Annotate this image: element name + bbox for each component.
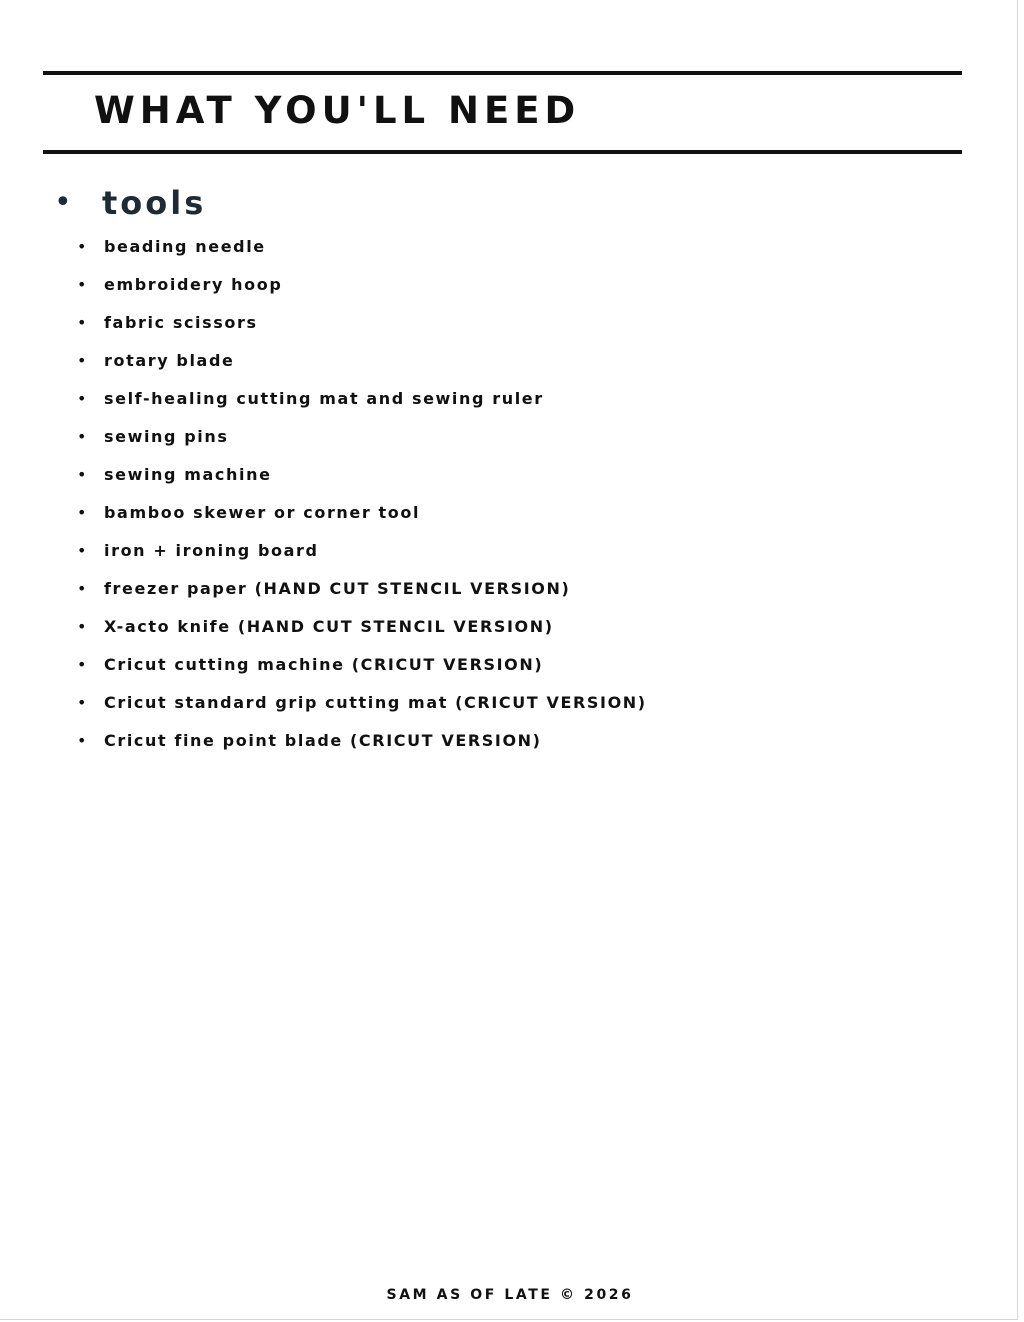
list-item-bullet: • bbox=[77, 655, 87, 674]
list-item bbox=[54, 457, 934, 495]
title-top-rule bbox=[43, 71, 962, 75]
page-footer: SAM AS OF LATE © 2026 bbox=[386, 1287, 634, 1303]
list-item-text: X-acto knife (HAND CUT STENCIL VERSION) bbox=[104, 617, 554, 636]
tools-list bbox=[54, 229, 934, 761]
list-item-text: Cricut cutting machine (CRICUT VERSION) bbox=[104, 655, 544, 674]
list-item-bullet: • bbox=[77, 351, 87, 370]
list-item-bullet: • bbox=[77, 389, 87, 408]
list-item bbox=[54, 609, 934, 647]
list-item-text: iron + ironing board bbox=[104, 541, 319, 560]
list-item bbox=[54, 685, 934, 723]
section-heading bbox=[54, 180, 954, 228]
list-item-bullet: • bbox=[77, 427, 87, 446]
list-item bbox=[54, 305, 934, 343]
list-item-text: fabric scissors bbox=[104, 313, 258, 332]
list-item-bullet: • bbox=[77, 579, 87, 598]
list-item bbox=[54, 533, 934, 571]
list-item-bullet: • bbox=[77, 541, 87, 560]
list-item-text: freezer paper (HAND CUT STENCIL VERSION) bbox=[104, 579, 571, 598]
list-item-text: Cricut fine point blade (CRICUT VERSION) bbox=[104, 731, 542, 750]
list-item-bullet: • bbox=[77, 275, 87, 294]
section-bullet: • bbox=[54, 185, 72, 220]
list-item-text: rotary blade bbox=[104, 351, 235, 370]
list-item bbox=[54, 723, 934, 761]
tools-section bbox=[54, 180, 954, 750]
list-item-text: Cricut standard grip cutting mat (CRICUT VERSION) bbox=[104, 693, 647, 712]
list-item bbox=[54, 343, 934, 381]
list-item-bullet: • bbox=[77, 313, 87, 332]
list-item-text: sewing pins bbox=[104, 427, 229, 446]
list-item-bullet: • bbox=[77, 503, 87, 522]
list-item-bullet: • bbox=[77, 693, 87, 712]
list-item-bullet: • bbox=[77, 731, 87, 750]
list-item bbox=[54, 571, 934, 609]
list-item bbox=[54, 419, 934, 457]
list-item bbox=[54, 229, 934, 267]
list-item-text: bamboo skewer or corner tool bbox=[104, 503, 421, 522]
list-item-bullet: • bbox=[77, 617, 87, 636]
page-title: WHAT YOU'LL NEED bbox=[94, 89, 581, 132]
list-item-text: sewing machine bbox=[104, 465, 272, 484]
section-heading-label: tools bbox=[102, 184, 207, 222]
list-item-bullet: • bbox=[77, 465, 87, 484]
list-item-text: self-healing cutting mat and sewing ruler bbox=[104, 389, 544, 408]
list-item-text: embroidery hoop bbox=[104, 275, 283, 294]
list-item-bullet: • bbox=[77, 237, 87, 256]
title-bottom-rule bbox=[43, 150, 962, 154]
list-item bbox=[54, 495, 934, 533]
list-item bbox=[54, 647, 934, 685]
list-item bbox=[54, 381, 934, 419]
list-item-text: beading needle bbox=[104, 237, 266, 256]
list-item bbox=[54, 267, 934, 305]
